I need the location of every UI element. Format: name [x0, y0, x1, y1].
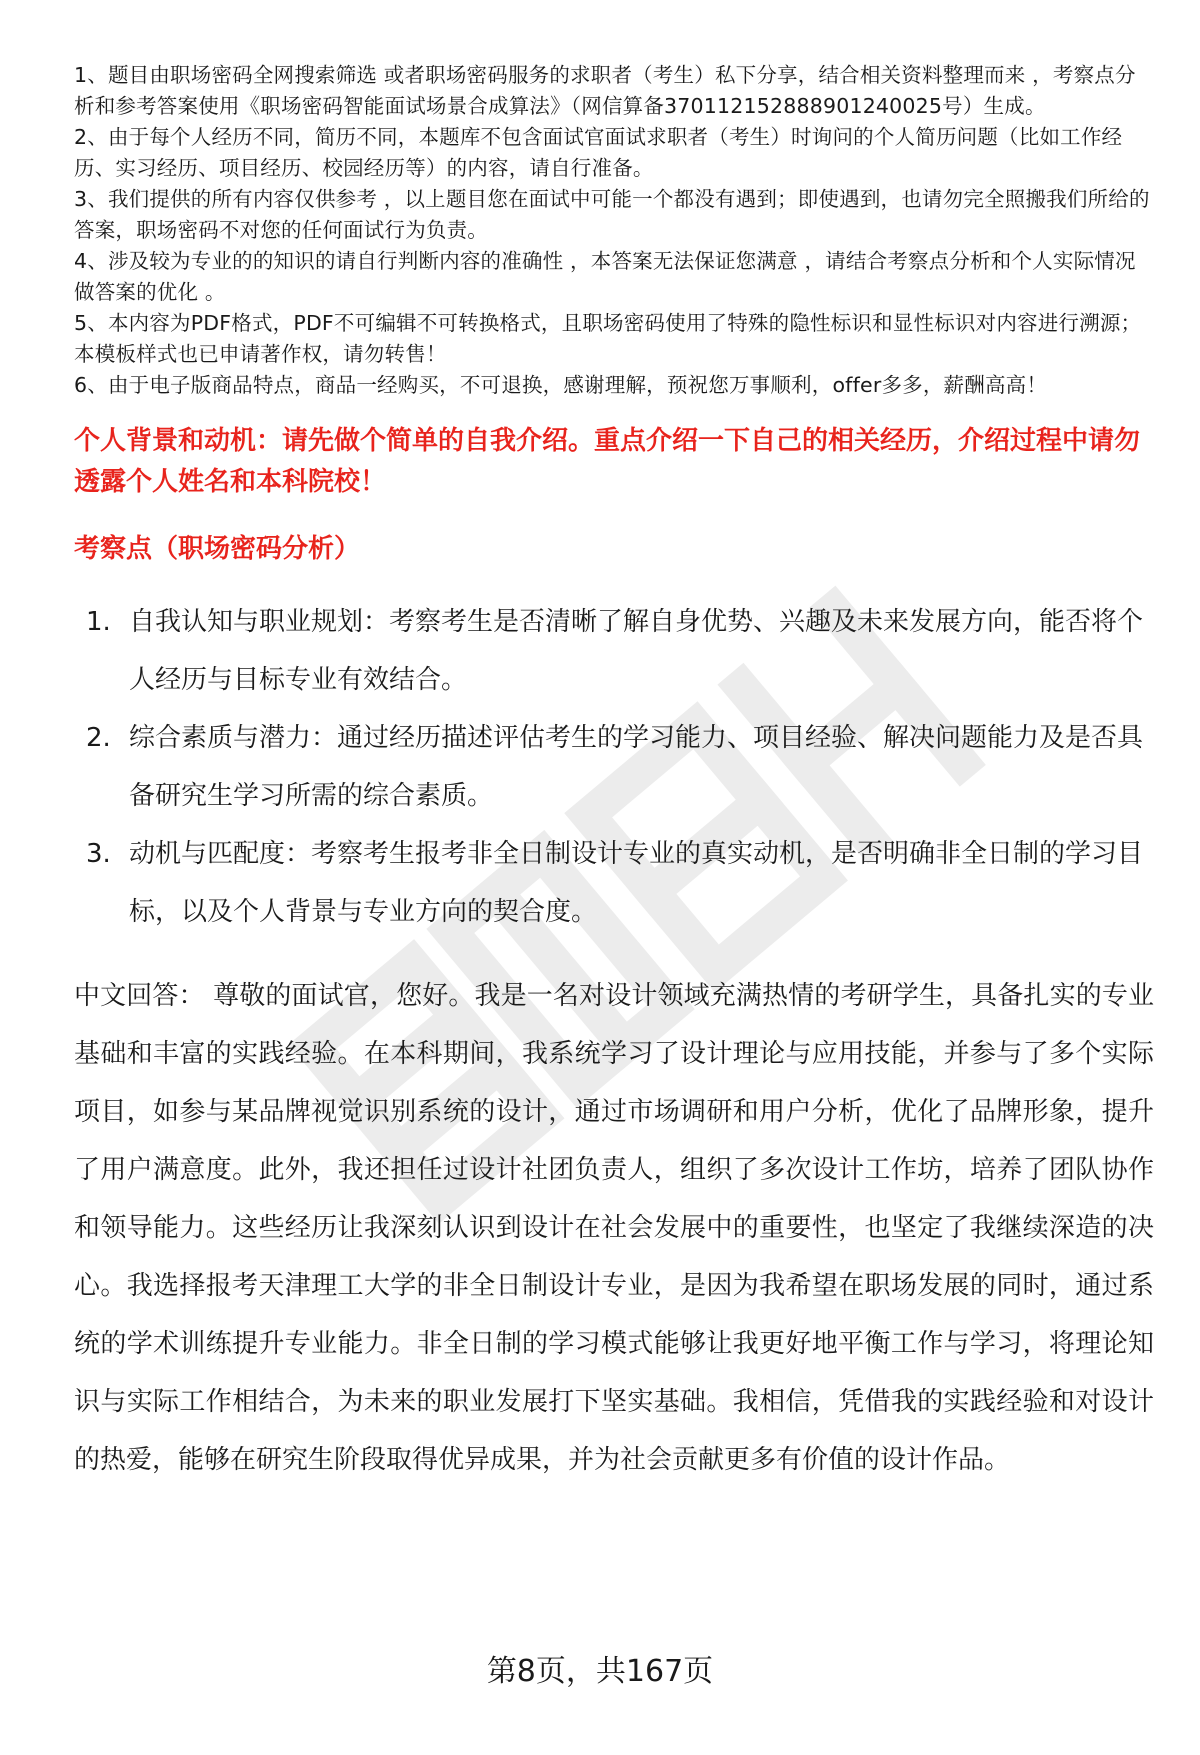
point-text: 自我认知与职业规划：考察考生是否清晰了解自身优势、兴趣及未来发展方向，能否将个人经历与目标专业有效结合。	[129, 607, 1144, 695]
analysis-point	[74, 709, 1154, 825]
page-number: 第8页，共167页	[486, 1654, 714, 1689]
analysis-point	[74, 825, 1154, 941]
point-number: 2.	[86, 723, 111, 753]
disclaimer-notes	[74, 60, 1154, 401]
point-text: 动机与匹配度：考察考生报考非全日制设计专业的真实动机，是否明确非全日制的学习目标，以及个人背景与专业方向的契合度。	[129, 839, 1144, 927]
note-1: 1、题目由职场密码全网搜索筛选 或者职场密码服务的求职者（考生）私下分享，结合相关资料整理而来 ，考察点分析和参考答案使用《职场密码智能面试场景合成算法》（网信算备370112152888901240025号）生成。	[74, 63, 1136, 118]
point-text: 综合素质与潜力：通过经历描述评估考生的学习能力、项目经验、解决问题能力及是否具备研究生学习所需的综合素质。	[129, 723, 1144, 811]
note-6: 6、由于电子版商品特点，商品一经购买，不可退换，感谢理解，预祝您万事顺利，offer多多，薪酬高高！	[74, 373, 1048, 397]
chinese-answer: 中文回答： 尊敬的面试官，您好。我是一名对设计领域充满热情的考研学生，具备扎实的专业基础和丰富的实践经验。在本科期间，我系统学习了设计理论与应用技能，并参与了多个实际项目，如参与某品牌视觉识别系统的设计，通过市场调研和用户分析，优化了品牌形象，提升了用户满意度。此外，我还担任过设计社团负责人，组织了多次设计工作坊，培养了团队协作和领导能力。这些经历让我深刻认识到设计在社会发展中的重要性，也坚定了我继续深造的决心。我选择报考天津理工大学的非全日制设计专业，是因为我希望在职场发展的同时，通过系统的学术训练提升专业能力。非全日制的学习模式能够让我更好地平衡工作与学习，将理论知识与实际工作相结合，为未来的职业发展打下坚实基础。我相信，凭借我的实践经验和对设计的热爱，能够在研究生阶段取得优异成果，并为社会贡献更多有价值的设计作品。	[74, 981, 1154, 1475]
point-number: 1.	[86, 607, 111, 637]
point-number: 3.	[86, 839, 111, 869]
note-3: 3、我们提供的所有内容仅供参考 ，以上题目您在面试中可能一个都没有遇到；即使遇到，也请勿完全照搬我们所给的答案，职场密码不对您的任何面试行为负责。	[74, 187, 1150, 242]
interview-question: 个人背景和动机：请先做个简单的自我介绍。重点介绍一下自己的相关经历，介绍过程中请勿透露个人姓名和本科院校！	[74, 426, 1141, 497]
note-2: 2、由于每个人经历不同，简历不同，本题库不包含面试官面试求职者（考生）时询问的个人简历问题（比如工作经历、实习经历、项目经历、校园经历等）的内容，请自行准备。	[74, 125, 1123, 180]
analysis-title: 考察点（职场密码分析）	[74, 534, 361, 564]
note-4: 4、涉及较为专业的的知识的请自行判断内容的准确性 ，本答案无法保证您满意 ，请结合考察点分析和个人实际情况做答案的优化 。	[74, 249, 1136, 304]
analysis-point	[74, 593, 1154, 709]
note-5: 5、本内容为PDF格式，PDF不可编辑不可转换格式，且职场密码使用了特殊的隐性标识和显性标识对内容进行溯源；本模板样式也已申请著作权，请勿转售！	[74, 311, 1142, 366]
analysis-points	[74, 593, 1154, 941]
document-page	[74, 60, 1154, 1489]
